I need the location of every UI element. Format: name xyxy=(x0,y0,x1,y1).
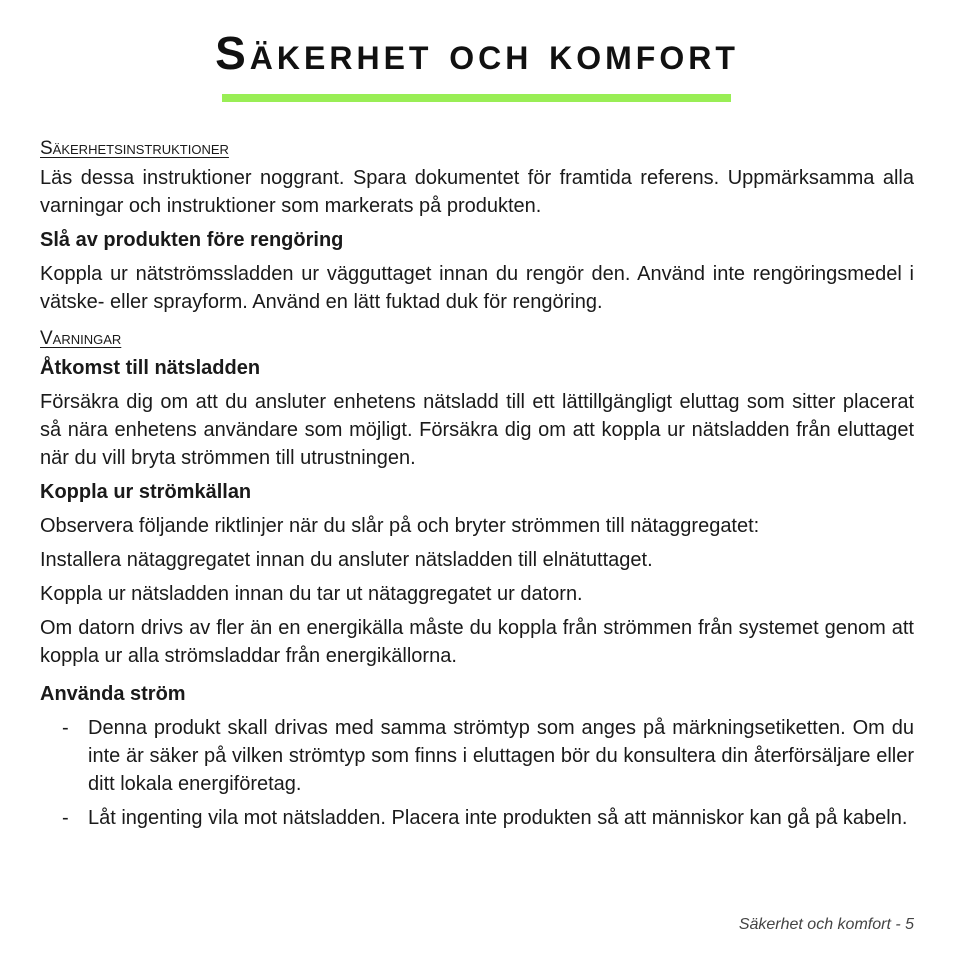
list-item xyxy=(40,804,914,832)
page-footer: Säkerhet och komfort - 5 xyxy=(738,916,914,933)
access-text: Försäkra dig om att du ansluter enhetens nätsladd till ett lättillgängligt eluttag som sitter placerat så nära enhetens användare som möjligt. Försäkra dig om att koppla ur nätsladden från eluttaget när du vill bryta strömmen till utrustningen. xyxy=(40,391,914,469)
power-list xyxy=(40,714,914,832)
access-heading: Åtkomst till nätsladden xyxy=(40,357,261,379)
cleaning-text: Koppla ur nätströmssladden ur vägguttaget innan du rengör den. Använd inte rengöringsmedel i vätske- eller sprayform. Använd en lätt fuktad duk för rengöring. xyxy=(40,263,914,313)
disconnect-heading: Koppla ur strömkällan xyxy=(40,481,252,503)
cleaning-heading: Slå av produkten före rengöring xyxy=(40,229,344,251)
disconnect-paragraph: Installera nätaggregatet innan du ansluter nätsladden till elnätuttaget. xyxy=(40,549,653,571)
list-item xyxy=(40,714,914,798)
instructions-intro: Läs dessa instruktioner noggrant. Spara dokumentet för framtida referens. Uppmärksamma alla varningar och instruktioner som markerats på produkten. xyxy=(40,167,914,217)
power-heading: Använda ström xyxy=(40,683,186,705)
section-heading-instructions: Säkerhetsinstruktioner xyxy=(40,138,229,159)
disconnect-paragraph: Observera följande riktlinjer när du slår på och bryter strömmen till nätaggregatet: xyxy=(40,515,760,537)
list-item-text: Låt ingenting vila mot nätsladden. Placera inte produkten så att människor kan gå på kabeln. xyxy=(88,807,908,829)
dash-bullet: - xyxy=(62,717,69,739)
section-heading-warnings: Varningar xyxy=(40,328,122,349)
title-rule xyxy=(222,94,731,102)
disconnect-paragraph: Koppla ur nätsladden innan du tar ut nätaggregatet ur datorn. xyxy=(40,583,583,605)
list-item-text: Denna produkt skall drivas med samma strömtyp som anges på märkningsetiketten. Om du inte är säker på vilken strömtyp som finns i eluttagen bör du konsultera din återförsäljare eller ditt lokala energiföretag. xyxy=(88,717,914,795)
dash-bullet: - xyxy=(62,807,69,829)
page-content xyxy=(40,136,914,838)
page-title: Säkerhet och komfort xyxy=(215,27,739,79)
disconnect-paragraph: Om datorn drivs av fler än en energikälla måste du koppla från strömmen från systemet genom att koppla ur alla strömsladdar från energikällorna. xyxy=(40,617,914,667)
